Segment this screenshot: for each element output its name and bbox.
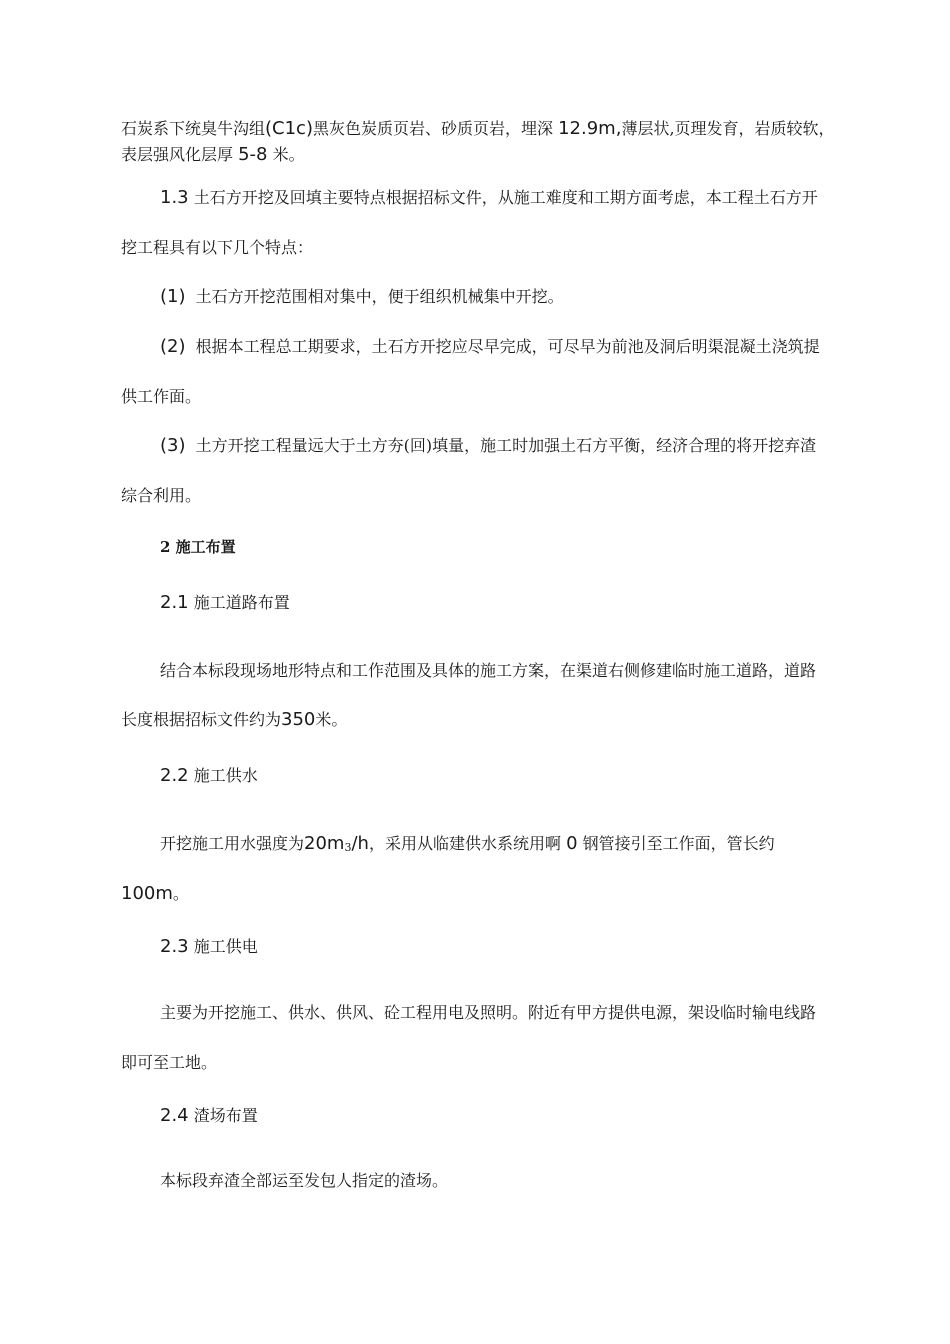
- text: 钢管接引至工作面，管长约: [582, 834, 775, 853]
- section-2-2-line-2: [121, 883, 189, 905]
- text: 长度根据招标文件约为: [121, 710, 282, 729]
- section-number: 2.2: [160, 765, 189, 786]
- item-number: (1): [160, 286, 186, 307]
- section-title: 施工供电: [193, 937, 258, 956]
- section-2-3-heading: [160, 936, 258, 958]
- item-3-line-2: [121, 485, 201, 507]
- stratum-code: (C1c): [265, 118, 313, 139]
- text: ，采用从临建供水系统用啊: [368, 834, 561, 853]
- section-2-4-heading: [160, 1105, 258, 1127]
- flow-value: 20m: [304, 833, 345, 854]
- section-1-3-line-1: [160, 187, 818, 209]
- section-2-3-line-1: [160, 1002, 816, 1024]
- text: 根据本工程总工期要求，土石方开挖应尽早完成，可尽早为前池及洞后明渠混凝土浇筑提: [195, 337, 820, 356]
- item-2-line-1: [160, 336, 820, 358]
- item-2-line-2: [121, 386, 201, 408]
- text: 综合利用。: [121, 486, 202, 505]
- text: 即可至工地。: [121, 1053, 218, 1072]
- text: 石炭系下统臭牛沟组: [121, 119, 266, 138]
- text: 供工作面。: [121, 387, 202, 406]
- section-number: 2.3: [160, 936, 189, 957]
- text: 米。: [315, 710, 348, 729]
- section-title: 施工道路布置: [193, 593, 290, 612]
- length-value: 350: [281, 709, 316, 730]
- item-1: [160, 286, 564, 308]
- heading-text: 2 施工布置: [160, 538, 236, 556]
- text: 土石方开挖及回填主要特点根据招标文件，从施工难度和工期方面考虑，本工程土石方开: [193, 188, 818, 207]
- heading-2: [160, 536, 236, 558]
- item-number: (3): [160, 435, 186, 456]
- item-number: (2): [160, 336, 186, 357]
- unit-exponent: 3: [344, 841, 352, 854]
- text: 本标段弃渣全部运至发包人指定的渣场。: [160, 1171, 449, 1190]
- section-title: 施工供水: [193, 766, 258, 785]
- geology-line-2: [121, 144, 305, 166]
- flow-unit: /h: [351, 833, 369, 854]
- pipe-diameter-symbol: 0: [566, 833, 578, 854]
- text: 薄层状,页理发育，岩质较软，: [621, 119, 835, 138]
- section-title: 渣场布置: [193, 1106, 258, 1125]
- section-number: 1.3: [160, 187, 189, 208]
- section-1-3-line-2: [121, 237, 313, 259]
- section-number: 2.4: [160, 1105, 189, 1126]
- text: 黑灰色炭质页岩、砂质页岩，埋深: [312, 119, 553, 138]
- section-2-1-line-1: [160, 660, 816, 682]
- depth-value: 12.9m,: [558, 118, 622, 139]
- geology-line-1: [121, 118, 835, 140]
- text: 主要为开挖施工、供水、供风、砼工程用电及照明。附近有甲方提供电源，架设临时输电线路: [160, 1003, 817, 1022]
- section-2-3-line-2: [121, 1052, 217, 1074]
- section-2-1-heading: [160, 592, 290, 614]
- thickness-value: 5-8: [238, 144, 268, 165]
- text: 土方开挖工程量远大于土方夯(回)填量，施工时加强土石方平衡，经济合理的将开挖弃渣: [195, 436, 817, 455]
- section-2-2-line-1: [160, 833, 775, 859]
- section-2-1-line-2: [121, 709, 347, 731]
- text: 表层强风化层厚: [121, 145, 234, 164]
- text: 米。: [272, 145, 305, 164]
- section-2-2-heading: [160, 765, 258, 787]
- text: 土石方开挖范围相对集中，便于组织机械集中开挖。: [195, 287, 564, 306]
- text: 。: [172, 884, 189, 903]
- pipe-length-value: 100m: [121, 883, 173, 904]
- section-2-4-line-1: [160, 1170, 448, 1192]
- text: 开挖施工用水强度为: [160, 834, 305, 853]
- section-number: 2.1: [160, 592, 189, 613]
- text: 结合本标段现场地形特点和工作范围及具体的施工方案，在渠道右侧修建临时施工道路，道路: [160, 661, 817, 680]
- item-3-line-1: [160, 435, 816, 457]
- text: 挖工程具有以下几个特点：: [121, 238, 314, 257]
